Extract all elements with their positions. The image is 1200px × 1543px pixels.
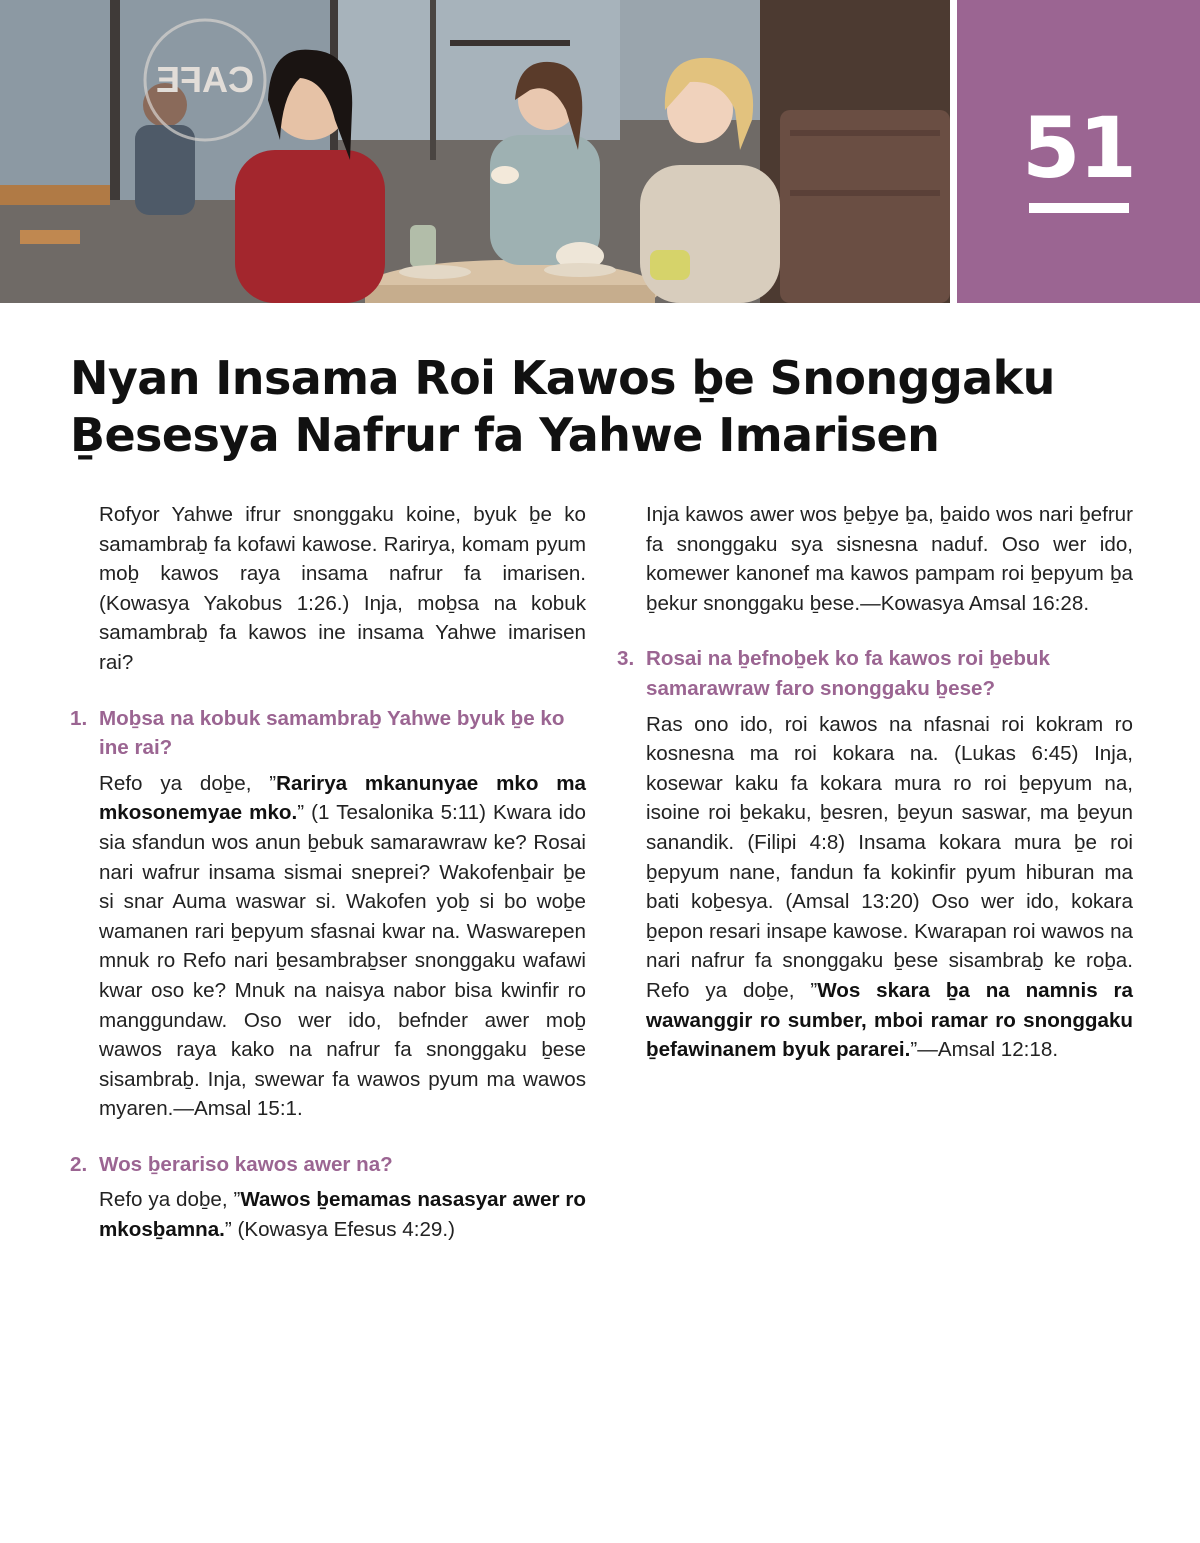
question-number: 3. <box>617 647 635 671</box>
answer-paragraph-3 <box>646 710 1133 1065</box>
question-number: 1. <box>70 706 88 730</box>
scripture-quote: Wawos ḇemamas nasasyar awer ro mkosḇamna. <box>99 1188 586 1242</box>
page-title-line-2: Ḇesesya Nafrur fa Yahwe Imarisen <box>70 408 940 462</box>
question-text: Rosai na ḇefnoḇek ko fa kawos roi ḇebuk samarawraw faro snonggaku ḇese? <box>646 647 1050 700</box>
right-column <box>617 500 1133 1065</box>
page-title-line-1: Nyan Insama Roi Kawos ḇe Snonggaku <box>70 351 1055 405</box>
question-text: Wos ḇerariso kawos awer na? <box>99 1152 393 1176</box>
answer-paragraph-1 <box>99 769 586 1124</box>
answer-paragraph-2-continued: Inja kawos awer wos ḇeḇye ḇa, ḇaido wos nari ḇefrur fa snonggaku sya sisnesna naduf. Oso wer ido, komewer kanonef ma kawos pampam roi ḇepyum ḇa ḇekur snonggaku ḇese.—Kowasya Amsal 16:28. <box>646 503 1133 615</box>
question-2 <box>70 1150 586 1180</box>
question-3 <box>617 644 1133 703</box>
question-text: Moḇsa na kobuk samambraḇ Yahwe byuk ḇe ko ine rai? <box>99 706 565 760</box>
lesson-number-box <box>957 0 1200 303</box>
cafe-sign: CAFE <box>156 59 254 100</box>
lesson-number: 51 <box>1022 99 1135 197</box>
answer-text: Refo ya doḇe, ” <box>99 1188 241 1212</box>
header-photo <box>0 0 950 303</box>
answer-text: Refo ya doḇe, ” <box>99 771 277 795</box>
answer-text: ” (Kowasya Efesus 4:29.) <box>224 1218 455 1242</box>
lesson-number-underline <box>1029 203 1129 213</box>
answer-text: ” (1 Tesalonika 5:11) Kwara ido sia sfandun wos anun ḇebuk samarawraw ke? Rosai nari wafrur insama sismai sneprei? Wakofenḇair ḇe si snar Auma waswar si. Wakofen yoḇ si bo woḇe wamanen rari ḇepyum sfasnai kwar na. Waswarepen mnuk ro Refo nari ḇesambraḇser snonggaku wafawi kwar oso ke? Mnuk na naisya nabor bisa kwinfir ro manggundaw. Oso wer ido, befnder awer moḇ wawos raya kako na nafrur fa snonggaku ḇese sisambraḇ. Inja, swewar fa wawos pyum ma wawos myaren.—Amsal 15:1. <box>99 801 586 1121</box>
answer-text: ”—Amsal 12:18. <box>910 1038 1059 1062</box>
intro-paragraph: Rofyor Yahwe ifrur snonggaku koine, byuk ḇe ko samambraḇ fa kofawi kawose. Rarirya, komam pyum moḇ kawos raya insama nafrur fa imarisen. (Kowasya Yakobus 1:26.) Inja, moḇsa na kobuk samambraḇ fa kawos ine insama Yahwe imarisen rai? <box>99 503 586 674</box>
question-1 <box>70 704 586 763</box>
page-title <box>70 350 1130 464</box>
answer-paragraph-2 <box>99 1185 586 1244</box>
left-column <box>70 500 586 1245</box>
scripture-quote: Rarirya mkanunyae mko ma mkosonemyae mko. <box>99 771 587 825</box>
question-number: 2. <box>70 1152 88 1176</box>
scripture-quote: Wos skara ḇa na namnis ra wawanggir ro sumber, mboi ramar ro snonggaku ḇefawinanem byuk pararei. <box>646 978 1134 1062</box>
answer-text: Ras ono ido, roi kawos na nfasnai roi kokram ro kosnesna ma roi kokara na. (Lukas 6:45) Inja, kosewar kaku fa kokara mura ro roi ḇepyum na, isoine roi ḇekaku, ḇesren, ḇeyun saswar, ma ḇeyun sanandik. (Filipi 4:8) Insama kokara mura ḇe roi ḇepyum nane, fandun fa kokinfir pyum hiburan ma bati koḇesya. (Amsal 13:20) Oso wer ido, kokara ḇepon resari insape kawose. Kwarapan roi wawos na nari nafrur fa snonggaku ḇese sisambraḇ ke roḇa. Refo ya doḇe, ” <box>646 712 1133 1002</box>
